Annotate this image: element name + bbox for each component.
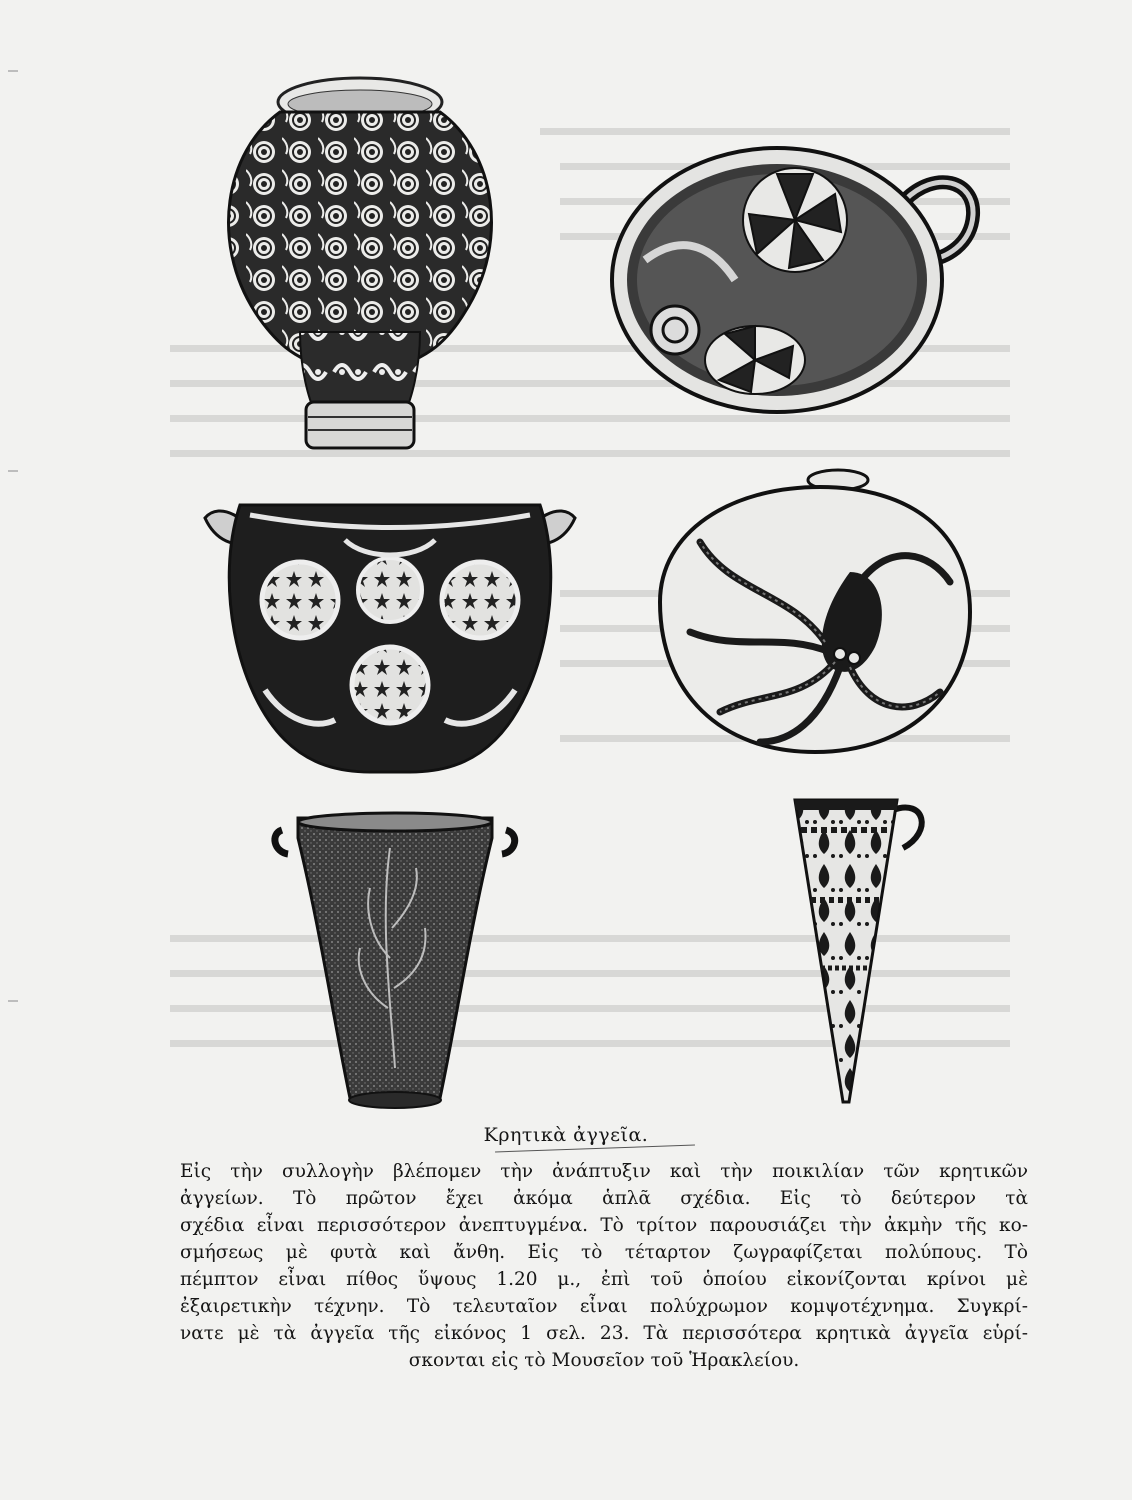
paragraph-line: Εἰς τὴν συλλογὴν βλέπομεν τὴν ἀνάπτυξιν καὶ τὴν ποικιλίαν τῶν κρητικῶν (180, 1161, 1028, 1182)
paragraph-line: σχέδια εἶναι περισσότερον ἀνεπτυγμένα. Τὸ τρίτον παρουσιάζει τὴν ἀκμὴν τῆς κο- (180, 1215, 1028, 1236)
illustration-conical-rhyton (785, 792, 935, 1112)
illustration-handled-cup (605, 140, 985, 425)
caption-paragraph (180, 1158, 1028, 1374)
binding-mark (8, 470, 18, 472)
paragraph-line: πέμπτον εἶναι πίθος ὕψους 1.20 μ., ἐπὶ τοῦ ὁποίου εἰκονίζονται κρίνοι μὲ (180, 1269, 1028, 1290)
paragraph-line: νατε μὲ τὰ ἀγγεῖα τῆς εἰκόνος 1 σελ. 23. Τὰ περισσότερα κρητικὰ ἀγγεῖα εὑρί- (180, 1323, 1028, 1344)
binding-mark (8, 70, 18, 72)
paragraph-line: ἐξαιρετικὴν τέχνην. Τὸ τελευταῖον εἶναι πολύχρωμον κομψοτέχνημα. Συγκρί- (180, 1296, 1028, 1317)
paragraph-line: ἀγγείων. Τὸ πρῶτον ἔχει ἀκόμα ἁπλᾶ σχέδια. Εἰς τὸ δεύτερον τὰ (180, 1188, 1028, 1209)
figure-caption: Κρητικὰ ἀγγεῖα. (483, 1124, 649, 1146)
binding-mark (8, 1000, 18, 1002)
illustration-lily-pithos (270, 808, 520, 1113)
illustration-rosette-jar (195, 480, 585, 780)
paragraph-line: σμήσεως μὲ φυτὰ καὶ ἄνθη. Εἰς τὸ τέταρτον ζωγραφίζεται πολύπους. Τὸ (180, 1242, 1028, 1263)
illustration-octopus-flask (640, 462, 985, 762)
illustration-spiral-jar (210, 72, 510, 462)
paragraph-line: σκονται εἰς τὸ Μουσεῖον τοῦ Ἡρακλείου. (408, 1350, 800, 1371)
